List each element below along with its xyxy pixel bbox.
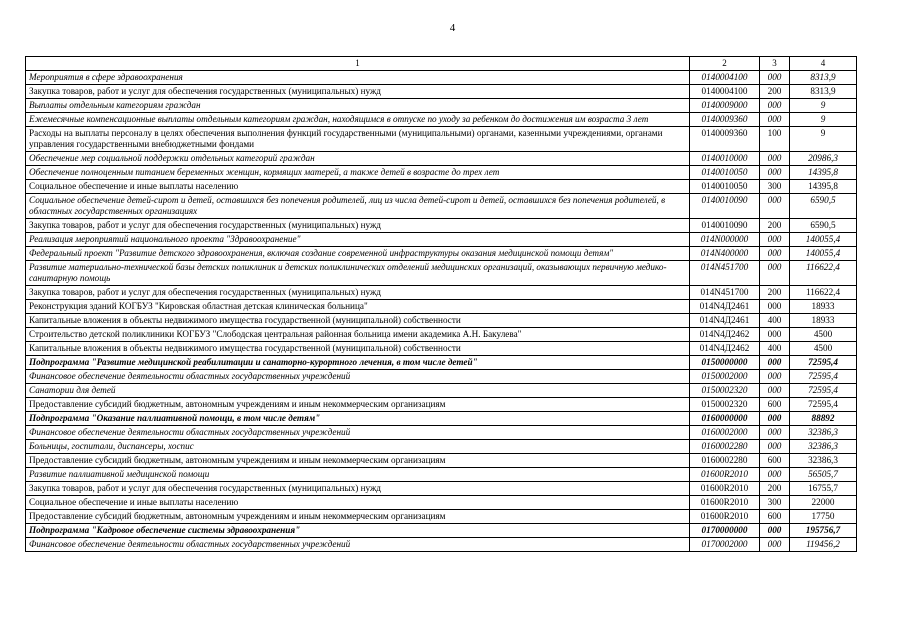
table-row: [26, 233, 857, 247]
row-code-cell: 014N4Д2462: [690, 342, 760, 356]
row-code-cell: 01600R2010: [690, 496, 760, 510]
table-row: [26, 152, 857, 166]
row-name-cell: Выплаты отдельным категориям граждан: [26, 99, 690, 113]
row-code-cell: 0140004100: [690, 85, 760, 99]
page-number: 4: [449, 22, 456, 34]
table-row: [26, 482, 857, 496]
row-code-cell: 0160002280: [690, 440, 760, 454]
row-code-cell: 01600R2010: [690, 468, 760, 482]
table-row: [26, 328, 857, 342]
header-col-3: 3: [760, 57, 790, 71]
row-name-cell: Предоставление субсидий бюджетным, автономным учреждениям и иным некоммерческим организациям: [26, 398, 690, 412]
row-sum-cell: 4500: [790, 342, 857, 356]
table-row: [26, 538, 857, 552]
row-name-cell: Социальное обеспечение и иные выплаты населению: [26, 496, 690, 510]
table-row: [26, 127, 857, 152]
row-name-cell: Социальное обеспечение и иные выплаты населению: [26, 180, 690, 194]
row-sum-cell: 8313,9: [790, 85, 857, 99]
row-type-cell: 200: [760, 286, 790, 300]
row-sum-cell: 140055,4: [790, 247, 857, 261]
table-row: [26, 412, 857, 426]
table-row: [26, 85, 857, 99]
row-name-cell: Закупка товаров, работ и услуг для обеспечения государственных (муниципальных) нужд: [26, 286, 690, 300]
row-type-cell: 000: [760, 99, 790, 113]
table-row: [26, 524, 857, 538]
row-name-cell: Финансовое обеспечение деятельности областных государственных учреждений: [26, 370, 690, 384]
row-type-cell: 000: [760, 412, 790, 426]
table-row: [26, 454, 857, 468]
table-row: [26, 440, 857, 454]
row-type-cell: 000: [760, 356, 790, 370]
row-code-cell: 0140004100: [690, 71, 760, 85]
row-sum-cell: 116622,4: [790, 286, 857, 300]
row-name-cell: Обеспечение полноценным питанием беременных женщин, кормящих матерей, а также детей в возрасте до трех лет: [26, 166, 690, 180]
row-code-cell: 014N000000: [690, 233, 760, 247]
row-type-cell: 000: [760, 468, 790, 482]
row-sum-cell: 32386,3: [790, 440, 857, 454]
row-name-cell: Мероприятия в сфере здравоохранения: [26, 71, 690, 85]
row-sum-cell: 4500: [790, 328, 857, 342]
row-type-cell: 200: [760, 482, 790, 496]
row-type-cell: 100: [760, 127, 790, 152]
row-sum-cell: 119456,2: [790, 538, 857, 552]
row-name-cell: Социальное обеспечение детей-сирот и детей, оставшихся без попечения родителей, лиц из числа детей-сирот и детей, оставшихся без попечения родителей, в областных государственных организациях: [26, 194, 690, 219]
table-row: [26, 286, 857, 300]
header-row: [26, 57, 857, 71]
row-code-cell: 0170000000: [690, 524, 760, 538]
row-name-cell: Закупка товаров, работ и услуг для обеспечения государственных (муниципальных) нужд: [26, 85, 690, 99]
table-row: [26, 219, 857, 233]
row-code-cell: 0140010050: [690, 180, 760, 194]
row-code-cell: 0160002280: [690, 454, 760, 468]
row-code-cell: 0150002320: [690, 384, 760, 398]
table-row: [26, 468, 857, 482]
header-col-2: 2: [690, 57, 760, 71]
row-name-cell: Закупка товаров, работ и услуг для обеспечения государственных (муниципальных) нужд: [26, 482, 690, 496]
row-name-cell: Федеральный проект "Развитие детского здравоохранения, включая создание современной инфраструктуры оказания медицинской помощи детям": [26, 247, 690, 261]
table-row: [26, 247, 857, 261]
row-type-cell: 200: [760, 85, 790, 99]
row-name-cell: Предоставление субсидий бюджетным, автономным учреждениям и иным некоммерческим организациям: [26, 454, 690, 468]
row-code-cell: 0140010000: [690, 152, 760, 166]
row-name-cell: Финансовое обеспечение деятельности областных государственных учреждений: [26, 538, 690, 552]
row-sum-cell: 17750: [790, 510, 857, 524]
header-col-1: 1: [26, 57, 690, 71]
row-code-cell: 014N4Д2461: [690, 300, 760, 314]
row-code-cell: 0160000000: [690, 412, 760, 426]
budget-table: [25, 56, 857, 552]
row-sum-cell: 195756,7: [790, 524, 857, 538]
table-row: [26, 356, 857, 370]
row-sum-cell: 18933: [790, 300, 857, 314]
table-row: [26, 510, 857, 524]
row-type-cell: 000: [760, 166, 790, 180]
row-sum-cell: 116622,4: [790, 261, 857, 286]
row-name-cell: Капитальные вложения в объекты недвижимого имущества государственной (муниципальной) собственности: [26, 342, 690, 356]
row-sum-cell: 6590,5: [790, 194, 857, 219]
row-type-cell: 000: [760, 300, 790, 314]
table-row: [26, 300, 857, 314]
row-type-cell: 000: [760, 384, 790, 398]
row-name-cell: Санатории для детей: [26, 384, 690, 398]
row-sum-cell: 72595,4: [790, 384, 857, 398]
row-code-cell: 0150002320: [690, 398, 760, 412]
row-code-cell: 0170002000: [690, 538, 760, 552]
row-sum-cell: 140055,4: [790, 233, 857, 247]
header-col-4: 4: [790, 57, 857, 71]
row-type-cell: 000: [760, 328, 790, 342]
row-type-cell: 000: [760, 152, 790, 166]
table-row: [26, 496, 857, 510]
table-row: [26, 166, 857, 180]
row-code-cell: 0140009360: [690, 127, 760, 152]
row-type-cell: 000: [760, 524, 790, 538]
row-type-cell: 000: [760, 247, 790, 261]
row-type-cell: 600: [760, 398, 790, 412]
row-sum-cell: 20986,3: [790, 152, 857, 166]
row-type-cell: 000: [760, 426, 790, 440]
table-row: [26, 71, 857, 85]
row-sum-cell: 9: [790, 127, 857, 152]
table-row: [26, 426, 857, 440]
row-code-cell: 014N451700: [690, 286, 760, 300]
row-type-cell: 200: [760, 219, 790, 233]
row-sum-cell: 9: [790, 99, 857, 113]
row-sum-cell: 56505,7: [790, 468, 857, 482]
row-sum-cell: 22000: [790, 496, 857, 510]
row-code-cell: 0140009360: [690, 113, 760, 127]
row-type-cell: 000: [760, 113, 790, 127]
row-name-cell: Подпрограмма "Развитие медицинской реабилитации и санаторно-курортного лечения, в том числе детей": [26, 356, 690, 370]
row-name-cell: Обеспечение мер социальной поддержки отдельных категорий граждан: [26, 152, 690, 166]
row-type-cell: 000: [760, 440, 790, 454]
row-name-cell: Капитальные вложения в объекты недвижимого имущества государственной (муниципальной) собственности: [26, 314, 690, 328]
table-row: [26, 398, 857, 412]
row-type-cell: 000: [760, 538, 790, 552]
row-type-cell: 000: [760, 194, 790, 219]
table-row: [26, 194, 857, 219]
row-type-cell: 600: [760, 454, 790, 468]
row-type-cell: 000: [760, 71, 790, 85]
row-name-cell: Реализация мероприятий национального проекта "Здравоохранение": [26, 233, 690, 247]
row-type-cell: 400: [760, 314, 790, 328]
row-name-cell: Реконструкция зданий КОГБУЗ "Кировская областная детская клиническая больница": [26, 300, 690, 314]
table-row: [26, 261, 857, 286]
row-sum-cell: 32386,3: [790, 426, 857, 440]
row-sum-cell: 18933: [790, 314, 857, 328]
row-code-cell: 0140009000: [690, 99, 760, 113]
row-code-cell: 014N4Д2461: [690, 314, 760, 328]
row-name-cell: Подпрограмма "Кадровое обеспечение системы здравоохранения": [26, 524, 690, 538]
row-code-cell: 0140010050: [690, 166, 760, 180]
row-type-cell: 400: [760, 342, 790, 356]
row-type-cell: 000: [760, 261, 790, 286]
row-sum-cell: 14395,8: [790, 166, 857, 180]
row-code-cell: 014N400000: [690, 247, 760, 261]
table-row: [26, 314, 857, 328]
row-sum-cell: 72595,4: [790, 398, 857, 412]
row-code-cell: 01600R2010: [690, 510, 760, 524]
row-sum-cell: 14395,8: [790, 180, 857, 194]
row-name-cell: Развитие паллиативной медицинской помощи: [26, 468, 690, 482]
row-sum-cell: 72595,4: [790, 370, 857, 384]
row-sum-cell: 8313,9: [790, 71, 857, 85]
row-name-cell: Развитие материально-технической базы детских поликлиник и детских поликлинических отделений медицинских организаций, оказывающих первичную медико-санитарную помощь: [26, 261, 690, 286]
row-sum-cell: 6590,5: [790, 219, 857, 233]
row-name-cell: Строительство детской поликлиники КОГБУЗ "Слободская центральная районная больница имени академика А.Н. Бакулева": [26, 328, 690, 342]
row-sum-cell: 88892: [790, 412, 857, 426]
row-name-cell: Предоставление субсидий бюджетным, автономным учреждениям и иным некоммерческим организациям: [26, 510, 690, 524]
row-code-cell: 0150002000: [690, 370, 760, 384]
row-name-cell: Финансовое обеспечение деятельности областных государственных учреждений: [26, 426, 690, 440]
row-code-cell: 0160002000: [690, 426, 760, 440]
table-row: [26, 113, 857, 127]
row-type-cell: 600: [760, 510, 790, 524]
row-code-cell: 014N451700: [690, 261, 760, 286]
row-code-cell: 0140010090: [690, 194, 760, 219]
row-code-cell: 01600R2010: [690, 482, 760, 496]
row-sum-cell: 72595,4: [790, 356, 857, 370]
table-row: [26, 384, 857, 398]
row-name-cell: Подпрограмма "Оказание паллиативной помощи, в том числе детям": [26, 412, 690, 426]
table-row: [26, 99, 857, 113]
row-type-cell: 000: [760, 370, 790, 384]
row-name-cell: Больницы, госпитали, диспансеры, хоспис: [26, 440, 690, 454]
table-row: [26, 370, 857, 384]
row-type-cell: 300: [760, 180, 790, 194]
row-name-cell: Расходы на выплаты персоналу в целях обеспечения выполнения функций государственными (муниципальными) органами, казенными учреждениями, органами управления государственными внебюджетными фондами: [26, 127, 690, 152]
row-type-cell: 300: [760, 496, 790, 510]
row-sum-cell: 9: [790, 113, 857, 127]
row-code-cell: 0140010090: [690, 219, 760, 233]
row-type-cell: 000: [760, 233, 790, 247]
row-name-cell: Закупка товаров, работ и услуг для обеспечения государственных (муниципальных) нужд: [26, 219, 690, 233]
row-sum-cell: 16755,7: [790, 482, 857, 496]
row-sum-cell: 32386,3: [790, 454, 857, 468]
table-row: [26, 342, 857, 356]
row-name-cell: Ежемесячные компенсационные выплаты отдельным категориям граждан, находящимся в отпуске по уходу за ребенком до достижения им возраста 3 лет: [26, 113, 690, 127]
row-code-cell: 0150000000: [690, 356, 760, 370]
row-code-cell: 014N4Д2462: [690, 328, 760, 342]
table-row: [26, 180, 857, 194]
